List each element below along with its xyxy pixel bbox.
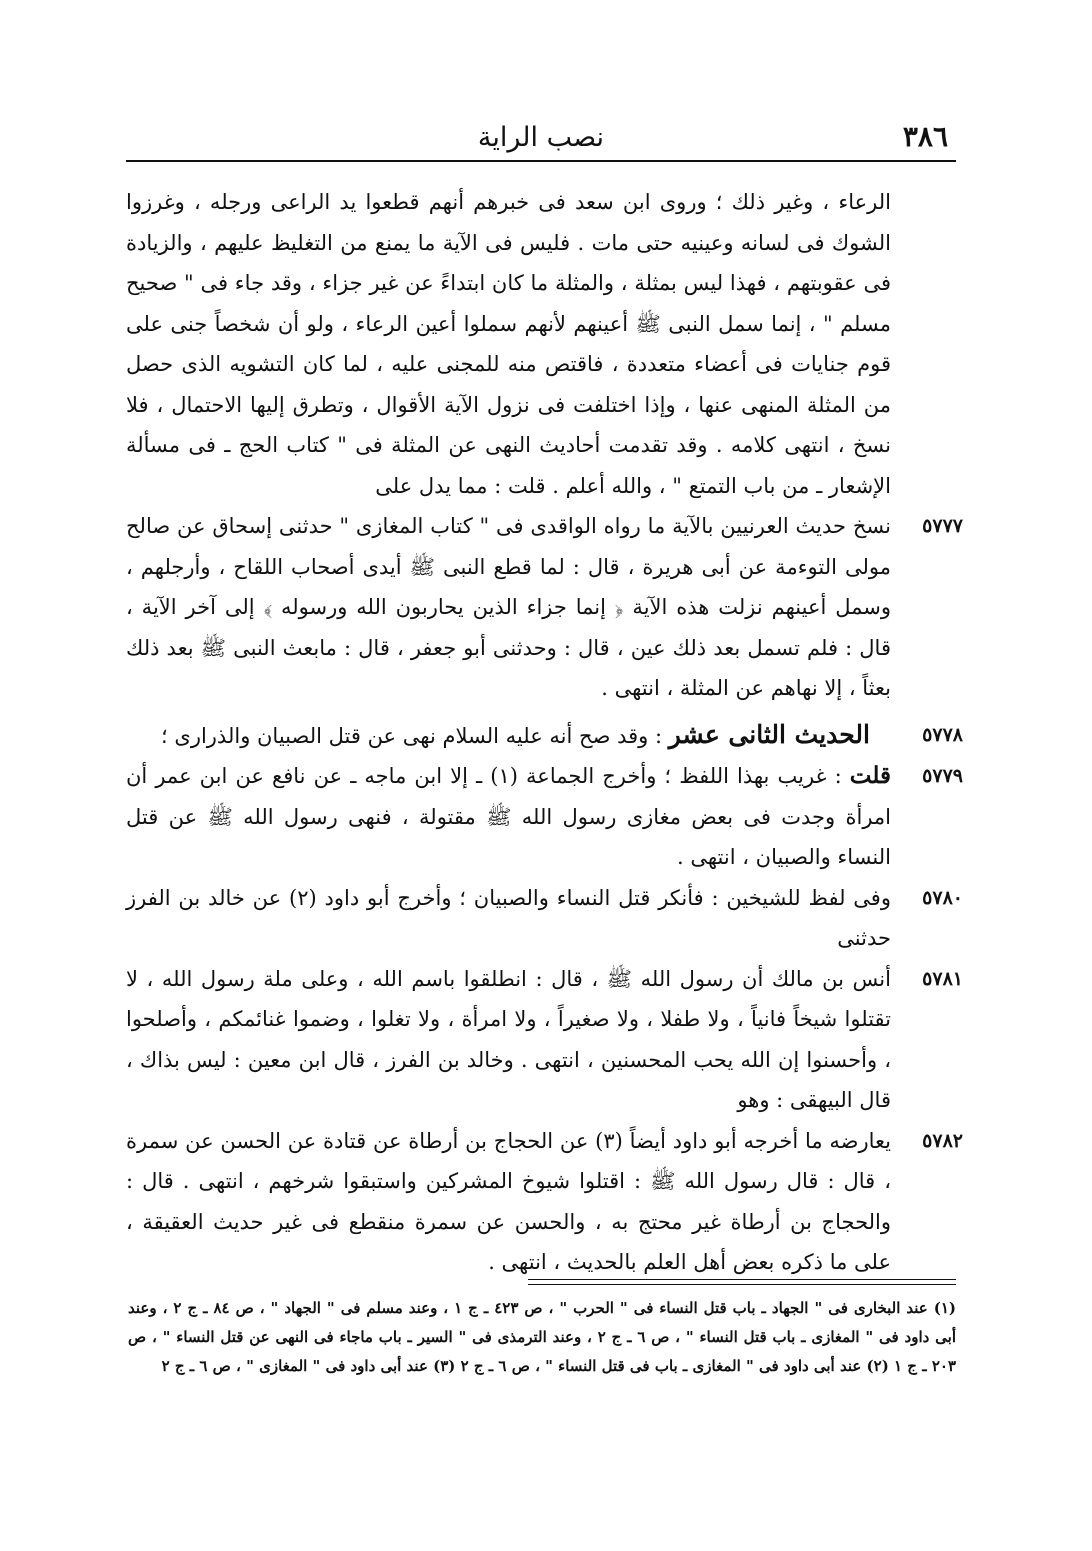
footnote-rule [528, 1279, 956, 1280]
paragraph-text: يعارضه ما أخرجه أبو داود أيضاً (٣) عن الحجاج بن أرطاة عن قتادة عن الحسن عن سمرة ، قال : قال رسول الله ﷺ : اقتلوا شيوخ المشركين واستبقوا شرخهم ، انتهى . قال : والحجاج بن أرطاة غير محتج به ، والحسن عن سمرة منقطع فى غير حديث العقيقة ، على ما ذكره بعض أهل العلم بالحديث ، انتهى . [126, 1128, 891, 1274]
item-number: ٥٧٨٢ [922, 1129, 963, 1152]
hadith-heading: الحديث الثانى عشر [668, 719, 870, 749]
text-block [126, 878, 963, 959]
paragraph-text: : غريب بهذا اللفظ ؛ وأخرج الجماعة (١) ـ إلا ابن ماجه ـ عن نافع عن ابن عمر أن امرأة وجدت فى بعض مغازى رسول الله ﷺ مقتولة ، فنهى رسول الله ﷺ عن قتل النساء والصبيان ، انتهى . [126, 764, 891, 869]
footnote-rule [528, 1284, 956, 1285]
text-block [126, 756, 963, 878]
item-number: ٥٧٧٧ [922, 515, 963, 537]
page-number: ٣٨٦ [902, 120, 948, 153]
paragraph-text: : وقد صح أنه عليه السلام نهى عن قتل الصبيان والذرارى ؛ [161, 723, 663, 748]
running-title: نصب الراية [477, 122, 605, 153]
paragraph-text: وفى لفظ للشيخين : فأنكر قتل النساء والصبيان ؛ وأخرج أبو داود (٢) عن خالد بن الفرز حدثنى [126, 885, 891, 950]
main-text [126, 182, 963, 1283]
text-block [126, 182, 891, 506]
text-block [126, 1121, 963, 1283]
header-rule [126, 160, 956, 162]
item-number: ٥٧٧٩ [922, 765, 963, 787]
paragraph-text: أنس بن مالك أن رسول الله ﷺ ، قال : انطلقوا باسم الله ، وعلى ملة رسول الله ، لا تقتلوا شيخاً فانياً ، ولا طفلا ، ولا صغيراً ، ولا امرأة ، ولا تغلوا ، وضموا غنائمكم ، وأصلحوا ، وأحسنوا إن الله يحب المحسنين ، انتهى . وخالد بن الفرز ، قال ابن معين : ليس بذاك ، قال البيهقى : وهو [126, 966, 891, 1112]
text-block [126, 959, 963, 1121]
footnotes [128, 1294, 956, 1381]
item-number: ٥٧٨١ [922, 967, 963, 990]
text-block [126, 506, 963, 709]
item-number: ٥٧٨٠ [922, 886, 963, 909]
paragraph-text: نسخ حديث العرنيين بالآية ما رواه الواقدى فى " كتاب المغازى " حدثنى إسحاق عن صالح مولى التوءمة عن أبى هريرة ، قال : لما قطع النبى ﷺ أيدى أصحاب اللقاح ، وأرجلهم ، وسمل أعينهم نزلت هذه الآية ﴿ إنما جزاء الذين يحاربون الله ورسوله ﴾ إلى آخر الآية ، قال : فلم تسمل بعد ذلك عين ، قال : وحدثنى أبو جعفر ، قال : مابعث النبى ﷺ بعد ذلك بعثاً ، إلا نهاهم عن المثلة ، انتهى . [126, 514, 891, 700]
lead-word: قلت [849, 762, 891, 789]
page-header [126, 110, 956, 160]
paragraph-text: الرعاء ، وغير ذلك ؛ وروى ابن سعد فى خبرهم أنهم قطعوا يد الراعى ورجله ، وغرزوا الشوك فى لسانه وعينيه حتى مات . فليس فى الآية ما يمنع من التغليظ عليهم ، والزيادة فى عقوبتهم ، فهذا ليس بمثلة ، والمثلة ما كان ابتداءً عن غير جزاء ، وقد جاء فى " صحيح مسلم " ، إنما سمل النبى ﷺ أعينهم لأنهم سملوا أعين الرعاء ، ولو أن شخصاً جنى على قوم جنايات فى أعضاء متعددة ، فاقتص منه للمجنى عليه ، لما كان التشويه الذى حصل من المثلة المنهى عنها ، وإذا اختلفت فى نزول الآية الأقوال ، وتطرق إليها الاحتمال ، فلا نسخ ، انتهى كلامه . وقد تقدمت أحاديث النهى عن المثلة فى " كتاب الحج ـ فى مسألة الإشعار ـ من باب التمتع " ، والله أعلم . قلت : مما يدل على [126, 190, 891, 498]
item-number: ٥٧٧٨ [922, 723, 963, 746]
text-block [126, 715, 963, 757]
footnote-text: (١) عند البخارى فى " الجهاد ـ باب قتل النساء فى " الحرب " ، ص ٤٢٣ ـ ج ١ ، وعند مسلم فى " الجهاد " ، ص ٨٤ ـ ج ٢ ، وعند أبى داود فى " المغازى ـ باب قتل النساء " ، ص ٦ ـ ج ٢ ، وعند الترمذى فى " السير ـ باب ماجاء فى النهى عن قتل النساء " ، ص ٢٠٣ ـ ج ١ (٢) عند أبى داود فى " المغازى ـ باب فى قتل النساء " ، ص ٦ ـ ج ٢ (٣) عند أبى داود فى " المغازى " ، ص ٦ ـ ج ٢ [128, 1299, 956, 1375]
